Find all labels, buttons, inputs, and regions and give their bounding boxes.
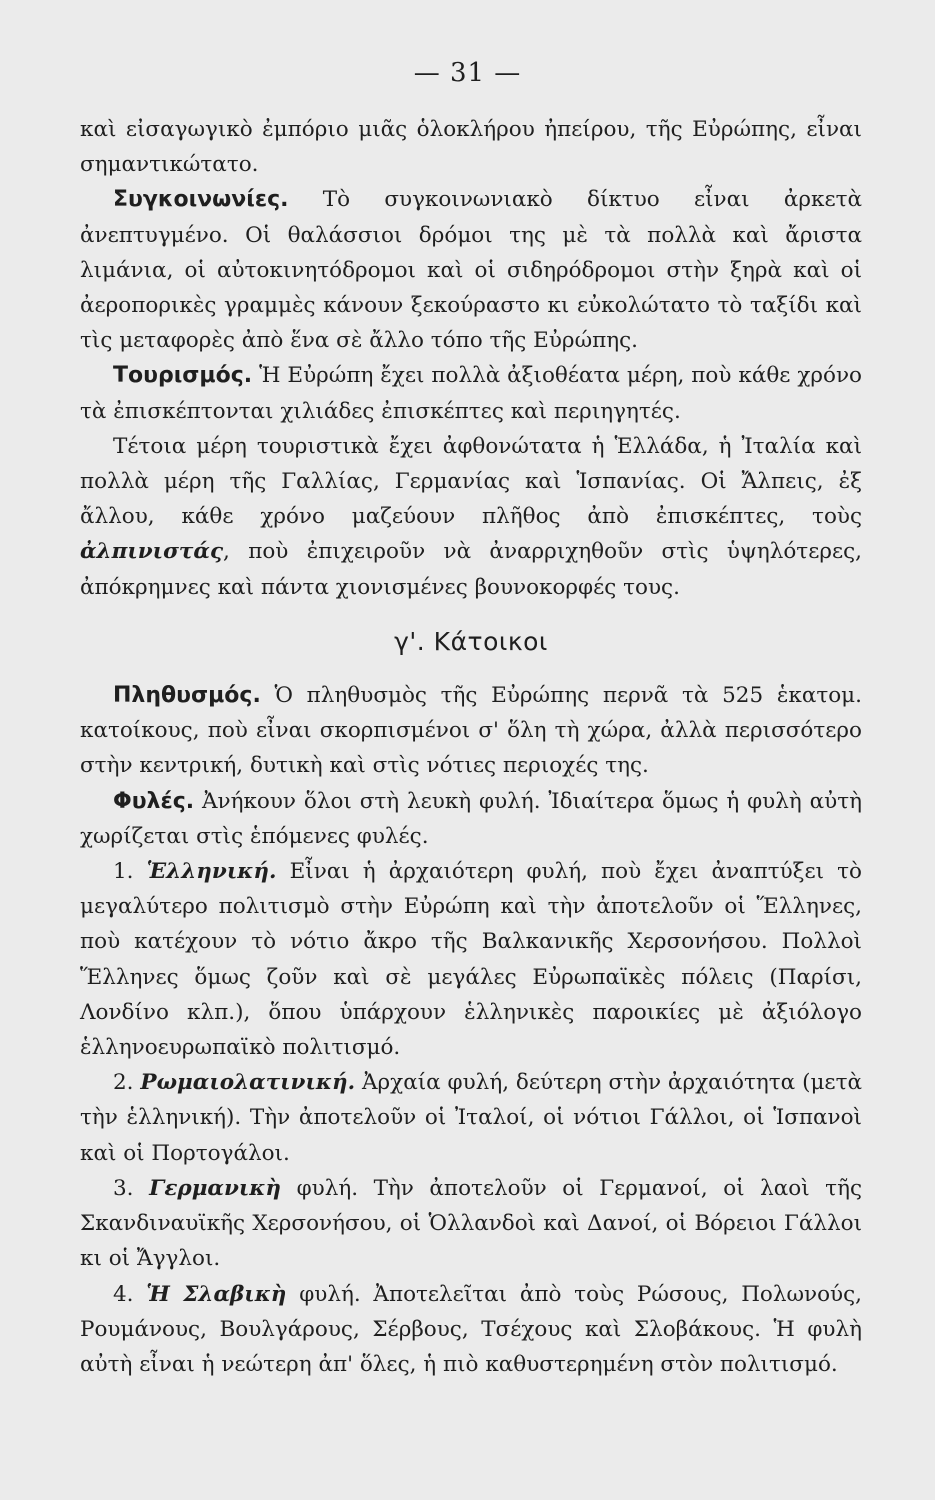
emphasis-term: ἀλπινιστάς <box>80 539 224 565</box>
list-item-germanic <box>80 1171 862 1277</box>
paragraph-text: Ἀνήκουν ὅλοι στὴ λευκὴ φυλή. Ἰδιαίτερα ὅμως ἡ φυλὴ αὐτὴ χωρίζεται στὶς ἑπόμενες φυλές. <box>80 788 862 849</box>
paragraph-text: φυλή. Τὴν ἀποτελοῦν οἱ Γερμανοί, οἱ λαοὶ τῆς Σκανδιναυϊκῆς Χερσονήσου, οἱ Ὁλλανδοὶ καὶ Δανοί, οἱ Βόρειοι Γάλλοι κι οἱ Ἄγγλοι. <box>80 1175 862 1272</box>
list-item-greek <box>80 854 862 1065</box>
paragraph-text: Ὁ πληθυσμὸς τῆς Εὐρώπης περνᾶ τὰ 525 ἑκατομ. κατοίκους, ποὺ εἶναι σκορπισμένοι σ' ὅλη τὴ χώρα, ἀλλὰ περισσότερο στὴν κεντρική, δυτικὴ καὶ στὶς νότιες περιοχές της. <box>80 683 862 779</box>
paragraph-text: Τὸ συγκοινωνιακὸ δίκτυο εἶναι ἀρκετὰ ἀνεπτυγμένο. Οἱ θαλάσσιοι δρόμοι της μὲ τὰ πολλὰ καὶ ἄριστα λιμάνια, οἱ αὐτοκινητόδρομοι καὶ οἱ σιδηρόδρομοι στὴν ξηρὰ καὶ οἱ ἀεροπορικὲς γραμμὲς κάνουν ξεκούραστο κι εὐκολώτατο τὸ ταξίδι καὶ τὶς μεταφορὲς ἀπὸ ἕνα σὲ ἄλλο τόπο τῆς Εὐρώπης. <box>80 187 862 354</box>
paragraph-tourism <box>80 358 862 428</box>
run-in-heading: Φυλές. <box>113 788 195 814</box>
emphasis-term: Ρωμαιολατινική. <box>140 1070 356 1096</box>
section-title: γ'. Κάτοικοι <box>394 626 548 656</box>
emphasis-term: Ἑλληνική. <box>146 859 277 885</box>
page-number: — 31 — <box>413 58 522 88</box>
paragraph-transport <box>80 182 862 358</box>
list-number: 1. <box>113 859 147 885</box>
paragraph-population <box>80 678 862 784</box>
paragraph-text: φυλή. Ἀποτελεῖται ἀπὸ τοὺς Ρώσους, Πολωνούς, Ρουμάνους, Βουλγάρους, Σέρβους, Τσέχους καὶ Σλοβάκους. Ἡ φυλὴ αὐτὴ εἶναι ἡ νεώτερη ἀπ' ὅλες, ἡ πιὸ καθυστερημένη στὸν πολιτισμό. <box>80 1281 862 1377</box>
paragraph-text: Ἡ Εὐρώπη ἔχει πολλὰ ἀξιοθέατα μέρη, ποὺ κάθε χρόνο τὰ ἐπισκέπτονται χιλιάδες ἐπισκέπτες καὶ περιηγητές. <box>80 363 862 424</box>
paragraph-text: Εἶναι ἡ ἀρχαιότερη φυλή, ποὺ ἔχει ἀναπτύξει τὸ μεγαλύτερο πολιτισμὸ στὴν Εὐρώπη καὶ τὴν ἀποτελοῦν οἱ Ἕλληνες, ποὺ κατέχουν τὸ νότιο ἄκρο τῆς Βαλκανικῆς Χερσονήσου. Πολλοὶ Ἕλληνες ὅμως ζοῦν καὶ σὲ μεγάλες Εὐρωπαϊκὲς πόλεις (Παρίσι, Λονδίνο κλπ.), ὅπου ὑπάρχουν ἑλληνικὲς παροικίες μὲ ἀξιόλογο ἑλληνοευρωπαϊκὸ πολιτισμό. <box>80 859 862 1061</box>
run-in-heading: Συγκοινωνίες. <box>113 187 289 213</box>
paragraph-text: , ποὺ ἐπιχειροῦν νὰ ἀναρριχηθοῦν στὶς ὑψηλότερες, ἀπόκρημνες καὶ πάντα χιονισμένες βουνοκορφές τους. <box>80 539 862 600</box>
list-number: 2. <box>113 1070 141 1096</box>
list-item-romance <box>80 1065 862 1171</box>
paragraph-continuation <box>80 112 862 182</box>
list-item-slavic <box>80 1277 862 1383</box>
paragraph-text: καὶ εἰσαγωγικὸ ἐμπόριο μιᾶς ὁλοκλήρου ἠπείρου, τῆς Εὐρώπης, εἶναι σημαντικώτατο. <box>80 117 862 178</box>
emphasis-term: Γερμανικὴ <box>149 1175 282 1201</box>
paragraph-text: Τέτοια μέρη τουριστικὰ ἔχει ἀφθονώτατα ἡ Ἑλλάδα, ἡ Ἰταλία καὶ πολλὰ μέρη τῆς Γαλλίας, Γερμανίας καὶ Ἱσπανίας. Οἱ Ἄλπεις, ἐξ ἄλλου, κάθε χρόνο μαζεύουν πλῆθος ἀπὸ ἐπισκέπτες, τοὺς <box>80 433 862 530</box>
emphasis-term: Ἡ Σλαβικὴ <box>146 1281 287 1307</box>
body-text <box>80 112 862 1382</box>
run-in-heading: Πληθυσμός. <box>113 683 261 709</box>
paragraph-tourist-places <box>80 429 862 605</box>
paragraph-races <box>80 784 862 854</box>
list-number: 4. <box>113 1281 147 1307</box>
paragraph-text: Ἀρχαία φυλή, δεύτερη στὴν ἀρχαιότητα (μετὰ τὴν ἑλληνική). Τὴν ἀποτελοῦν οἱ Ἰταλοί, οἱ νότιοι Γάλλοι, οἱ Ἱσπανοὶ καὶ οἱ Πορτογάλοι. <box>80 1070 862 1166</box>
list-number: 3. <box>113 1175 150 1201</box>
run-in-heading: Τουρισμός. <box>113 363 253 389</box>
